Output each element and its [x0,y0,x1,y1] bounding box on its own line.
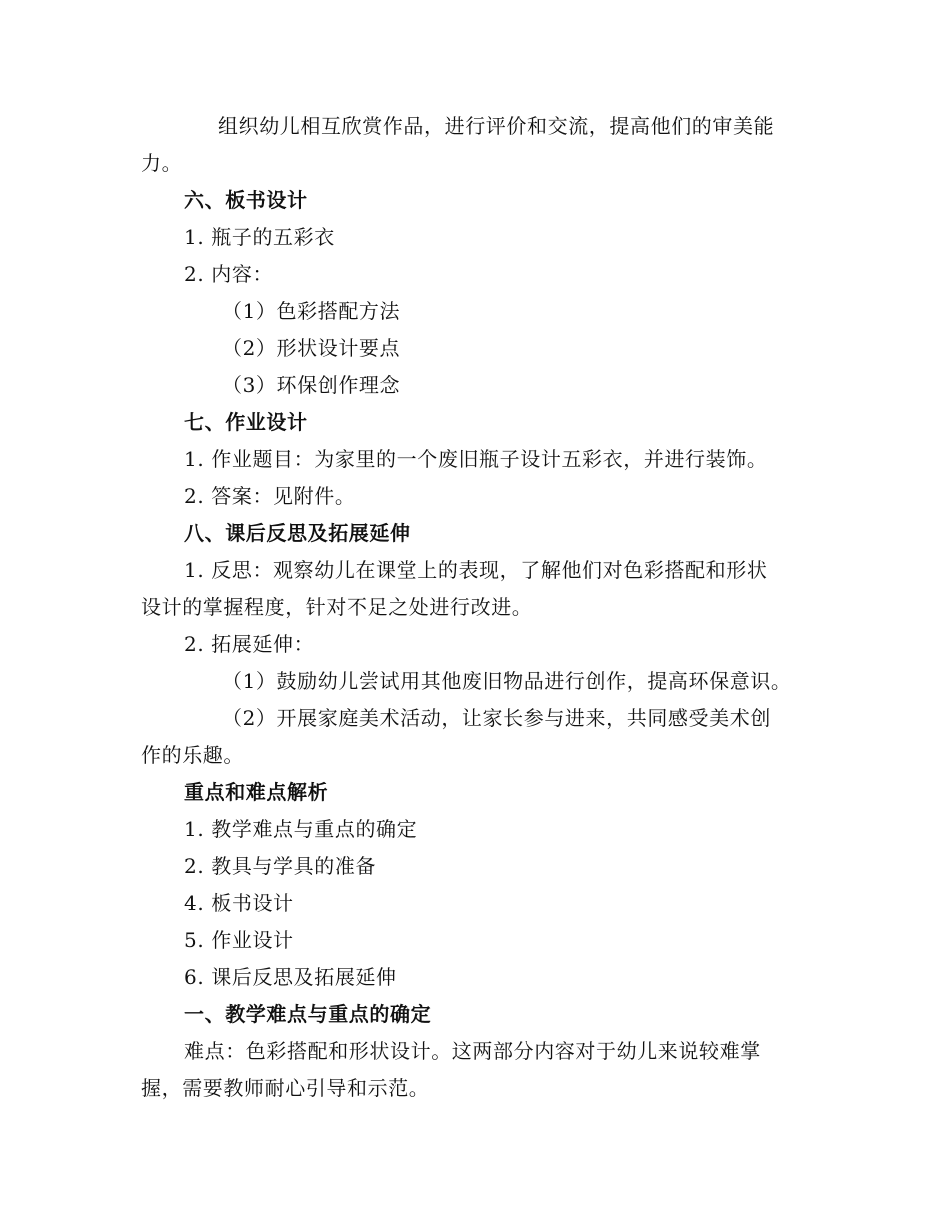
sub-list-item: （1）鼓励幼儿尝试用其他废旧物品进行创作，提高环保意识。 [222,669,792,693]
list-item: 1. 瓶子的五彩衣 [184,225,335,249]
paragraph-line: 设计的掌握程度，针对不足之处进行改进。 [141,595,533,619]
paragraph-line: 组织幼儿相互欣赏作品，进行评价和交流，提高他们的审美能 [218,114,775,138]
sub-list-item: （3）环保创作理念 [222,373,401,397]
list-item: 2. 内容： [184,262,274,286]
section-heading-difficulty: 一、教学难点与重点的确定 [184,1002,432,1026]
sub-list-item: （1）色彩搭配方法 [222,299,401,323]
list-item: 1. 教学难点与重点的确定 [184,817,418,841]
list-item: 2. 拓展延伸： [184,632,315,656]
list-item: 6. 课后反思及拓展延伸 [184,965,397,989]
list-item: 1. 作业题目：为家里的一个废旧瓶子设计五彩衣，并进行装饰。 [184,447,768,471]
sub-list-item: （2）形状设计要点 [222,336,401,360]
list-item: 1. 反思：观察幼儿在课堂上的表现，了解他们对色彩搭配和形状 [184,558,768,582]
list-item: 4. 板书设计 [184,891,294,915]
section-heading-reflection: 八、课后反思及拓展延伸 [184,521,411,545]
paragraph-line: 握，需要教师耐心引导和示范。 [141,1076,430,1100]
paragraph-line: 作的乐趣。 [141,743,244,767]
list-item: 5. 作业设计 [184,928,294,952]
section-heading-homework: 七、作业设计 [184,410,308,434]
sub-list-item: （2）开展家庭美术活动，让家长参与进来，共同感受美术创 [222,706,771,730]
section-heading-key-points: 重点和难点解析 [184,780,329,804]
list-item: 2. 答案：见附件。 [184,484,356,508]
list-item: 2. 教具与学具的准备 [184,854,377,878]
paragraph-line: 难点：色彩搭配和形状设计。这两部分内容对于幼儿来说较难掌 [184,1039,761,1063]
paragraph-line: 力。 [141,151,183,175]
section-heading-board-design: 六、板书设计 [184,188,308,212]
